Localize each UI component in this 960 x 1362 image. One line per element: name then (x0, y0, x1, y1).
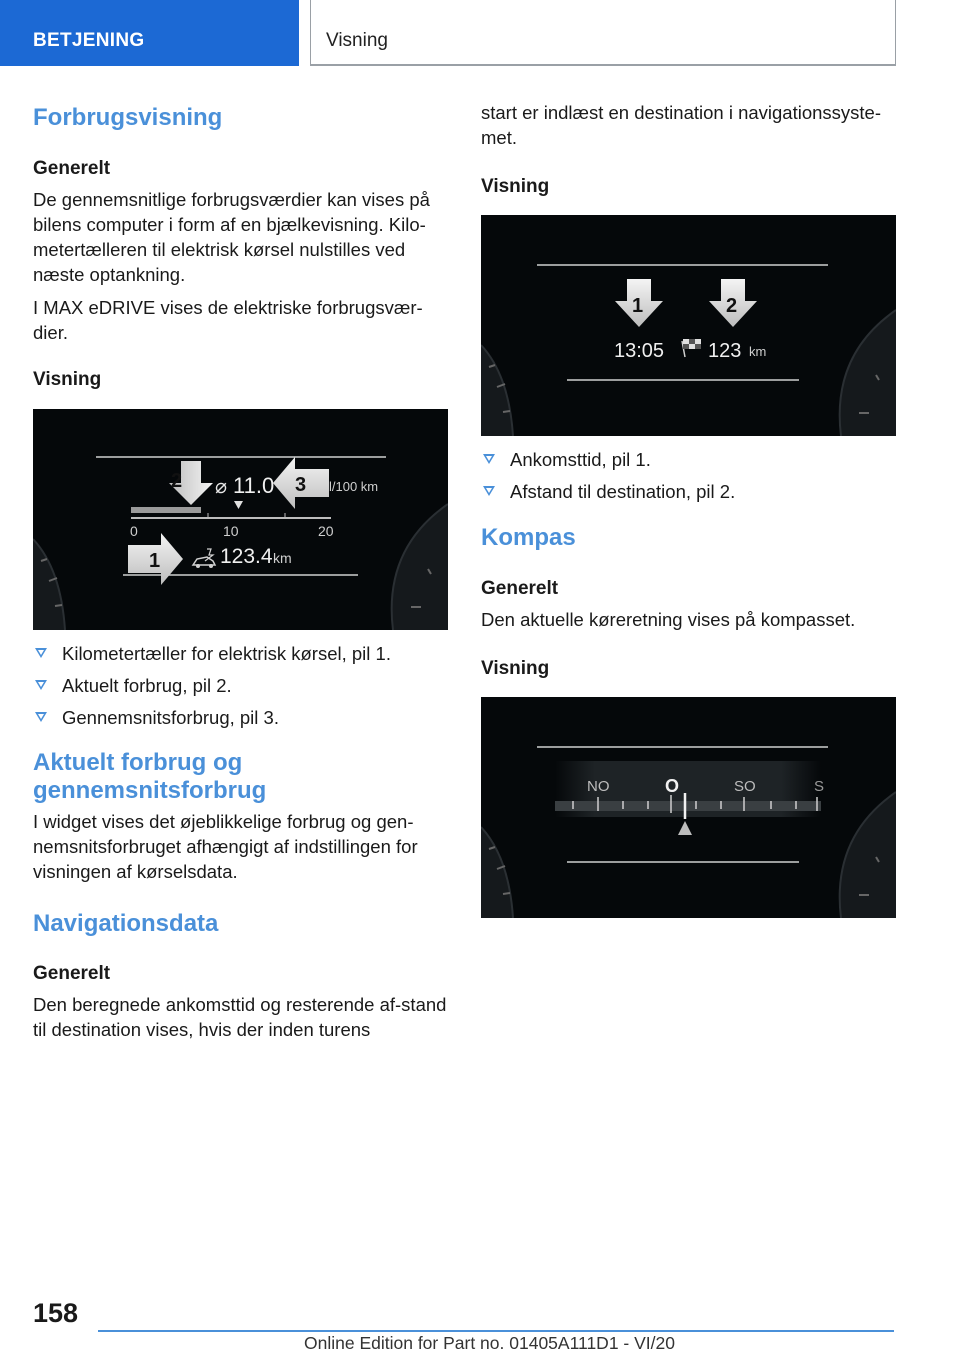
navigation-display-image (481, 215, 896, 436)
heading-navigationsdata: Navigationsdata (33, 910, 219, 937)
subheading-generelt: Generelt (33, 963, 111, 984)
paragraph-max-edrive: I MAX eDRIVE vises de elektriske forbrugsvær-dier. (33, 297, 423, 343)
triangle-bullet-icon (35, 648, 47, 658)
list-item: Gennemsnitsforbrug, pil 3. (33, 705, 449, 730)
arrow-3-label: 3 (295, 474, 307, 496)
page-header-title: Visning (326, 30, 388, 51)
avg-symbol: ⌀ (215, 476, 228, 498)
section-label: BETJENING (33, 30, 145, 51)
heading-forbrugsvisning: Forbrugsvisning (33, 104, 223, 131)
subheading-visning: Visning (481, 658, 550, 679)
avg-consumption-unit: l/100 km (329, 479, 379, 494)
triangle-bullet-icon (483, 486, 495, 496)
compass-label-s: S (814, 778, 825, 795)
paragraph-forbrug-intro: De gennemsnitlige forbrugsværdier kan vises på bilens computer i form af en bjælkevisning. Kilo-metertælleren til elektrisk kørsel nulstilles ved næste optankning. (33, 189, 430, 285)
destination-distance: 123 (708, 340, 742, 362)
scale-tick-10: 10 (223, 523, 239, 539)
page-number: 158 (33, 1298, 79, 1328)
paragraph-widget: I widget vises det øjeblikkelige forbrug og gen-nemsnitsforbruget afhængigt af indstillingen for visningen af kørselsdata. (33, 811, 418, 882)
arrow-2-label: 2 (726, 295, 738, 317)
triangle-bullet-icon (483, 454, 495, 464)
subheading-generelt: Generelt (481, 578, 559, 599)
paragraph-nav-intro: Den beregnede ankomsttid og resterende af-stand til destination vises, hvis der inden turens (33, 994, 447, 1040)
compass-label-so: SO (734, 778, 756, 795)
arrow-1-label: 1 (149, 550, 161, 572)
bullet-list-2 (481, 447, 897, 504)
list-item: Aktuelt forbrug, pil 2. (33, 673, 449, 698)
distance-unit: km (749, 344, 767, 359)
section-tab (0, 0, 299, 66)
subheading-visning: Visning (481, 176, 550, 197)
subheading-visning: Visning (33, 369, 102, 390)
footer-edition: Online Edition for Part no. 01405A111D1 - VI/20 (304, 1333, 675, 1353)
footer-divider (98, 1330, 894, 1332)
list-item: Afstand til destination, pil 2. (481, 479, 897, 504)
triangle-bullet-icon (35, 712, 47, 722)
triangle-bullet-icon (35, 680, 47, 690)
odometer-value: 123.4 (220, 545, 273, 568)
right-column (481, 100, 897, 918)
consumption-display-image (33, 409, 448, 630)
bullet-list-1 (33, 641, 449, 730)
heading-aktuelt-forbrug: Aktuelt forbrug og gennemsnitsforbrug (33, 749, 267, 804)
scale-tick-20: 20 (318, 523, 334, 539)
subheading-generelt: Generelt (33, 158, 111, 179)
list-item: Ankomsttid, pil 1. (481, 447, 897, 472)
arrow-2-label: 2 (171, 470, 183, 492)
scale-tick-0: 0 (130, 523, 138, 539)
left-column (33, 100, 449, 1042)
compass-display-image (481, 697, 896, 918)
compass-label-o: O (665, 776, 680, 796)
page-header (310, 0, 896, 66)
odometer-unit: km (273, 550, 292, 566)
arrival-time: 13:05 (614, 340, 665, 362)
paragraph-kompas: Den aktuelle køreretning vises på kompasset. (481, 609, 856, 630)
paragraph-nav-continued: start er indlæst en destination i navigationssyste-met. (481, 102, 882, 148)
list-item: Kilometertæller for elektrisk kørsel, pil 1. (33, 641, 449, 666)
compass-label-no: NO (587, 778, 610, 795)
arrow-1-label: 1 (632, 295, 644, 317)
avg-consumption-value: 11.0 (233, 473, 275, 498)
heading-kompas: Kompas (481, 524, 576, 551)
